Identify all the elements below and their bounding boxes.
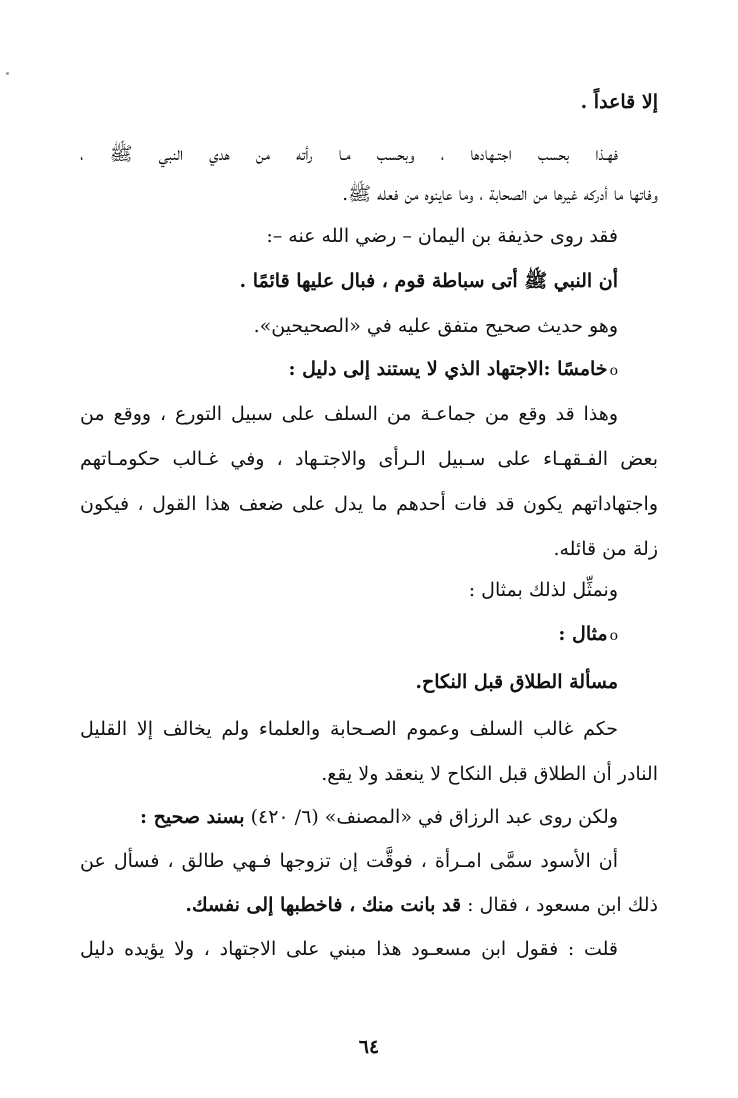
- text-line: قلت : فقول ابن مسعـود هذا مبني على الاجتهاد ، ولا يؤيده دليل: [80, 938, 618, 960]
- text-line: أن النبي ﷺ أتى سباطة قوم ، فبال عليها قائمًا .: [239, 270, 618, 292]
- text-line: وفاتها ما أدركه غيرها من الصحابة ، وما عاينوه من فعله ﷺ.: [342, 183, 658, 205]
- text-line: [80, 891, 658, 919]
- page-number: ٦٤: [358, 1036, 380, 1058]
- text-line: فقد روى حذيفة بن اليمان – رضي الله عنه –:: [266, 225, 618, 247]
- bullet-marker: o: [609, 628, 618, 644]
- example-heading-text: مثال :: [558, 623, 608, 645]
- text-line: حكم غالب السلف وعموم الصـحابة والعلماء ولم يخالف إلا القليل: [80, 718, 618, 740]
- text-line: وهو حديث صحيح متفق عليه في «الصحيحين».: [253, 315, 618, 337]
- text-line: [80, 803, 658, 831]
- bullet-marker: o: [609, 363, 618, 379]
- text-segment: ولكن روى عبد الرزاق في «المصنف» (٦/ ٤٢٠): [250, 806, 618, 828]
- text-line: وهذا قد وقع من جماعـة من السلف على سبيل التورع ، ووقع من: [80, 403, 618, 425]
- text-line: زلة من قائله.: [553, 538, 658, 560]
- text-segment: ذلك ابن مسعود ، فقال :: [467, 894, 658, 916]
- emphasis-segment: بسند صحيح :: [139, 806, 245, 828]
- text-line: ونمثِّل لذلك بمثال :: [468, 579, 618, 601]
- text-line: واجتهاداتهم يكون قد فات أحدهم ما يدل على ضعف هذا القول ، فيكون: [80, 493, 658, 515]
- text-line: بعض الفـقهـاء على سـبيل الـرأى والاجتـهاد ، وفي غـالب حكومـاتهم: [80, 448, 658, 470]
- text-line: فهـذا بحسب اجتـهادها ، وبحسب مـا رأته من هدي النبي ﷺ ،: [80, 143, 618, 165]
- text-line: النادر أن الطلاق قبل النكاح لا ينعقد ولا يقع.: [321, 763, 658, 785]
- section-heading-text: خامسًا :الاجتهاد الذي لا يستند إلى دليل :: [288, 358, 608, 380]
- emphasis-segment: قد بانت منك ، فاخطبها إلى نفسك.: [185, 894, 462, 916]
- example-heading: [80, 620, 658, 650]
- margin-speck: [6, 72, 9, 75]
- text-line: إلا قاعداً .: [580, 91, 658, 113]
- section-heading: [80, 355, 658, 385]
- issue-heading: مسألة الطلاق قبل النكاح.: [415, 671, 618, 693]
- text-line: أن الأسود سمَّى امـرأة ، فوقَّت إن تزوجها فـهي طالق ، فسأل عن: [80, 850, 618, 872]
